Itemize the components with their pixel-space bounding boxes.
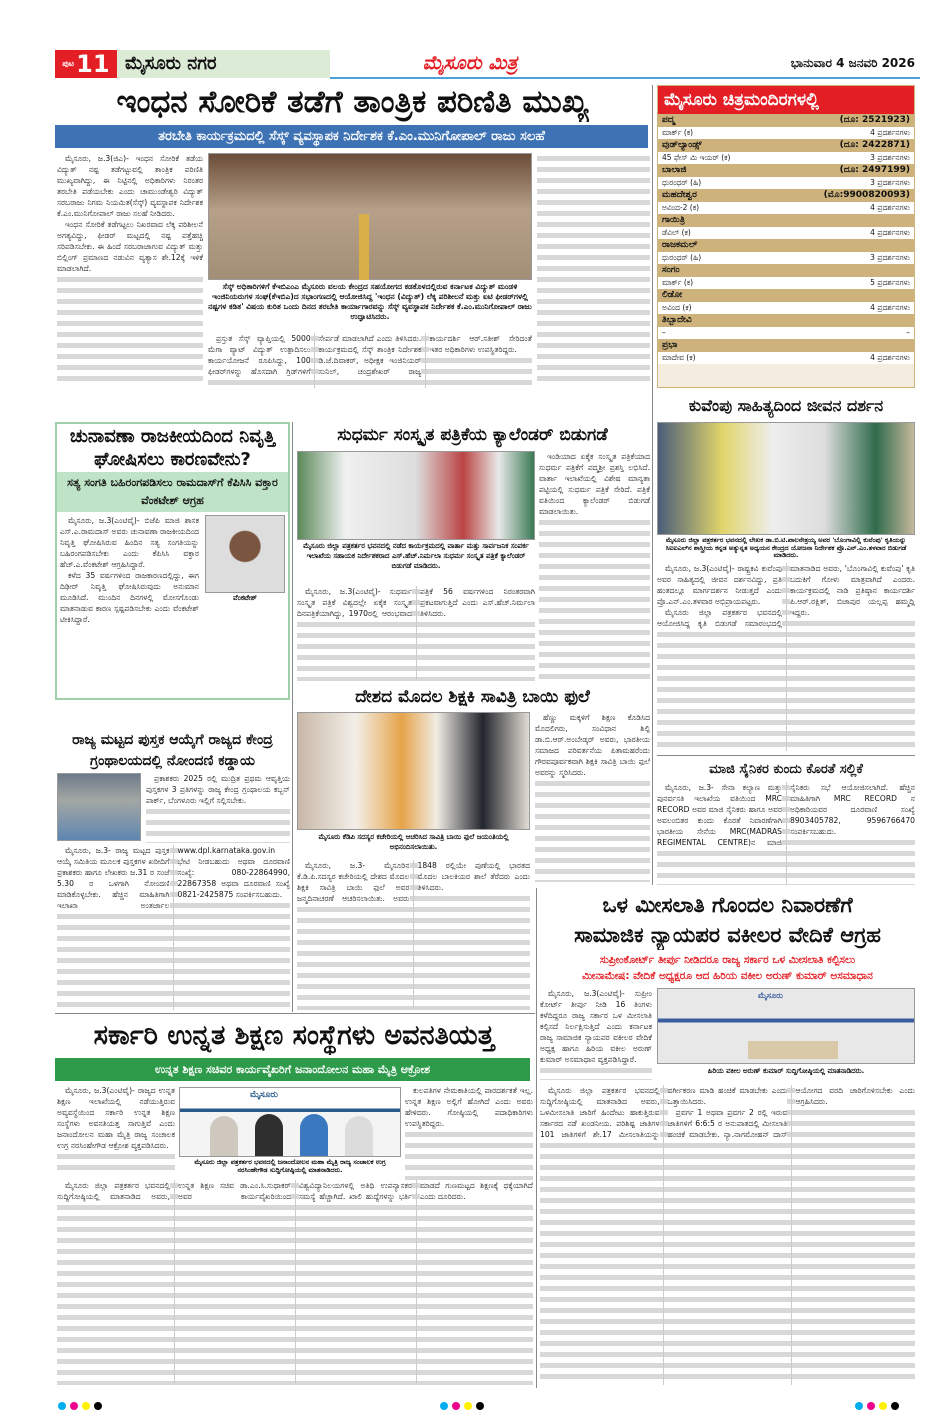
lead-caption: ಸೆಸ್ಕ್ ಅಧಿಕಾರಿಗಳಿಗೆ ಕೆಇಬಿಎಂಎ ಮೈಸೂರು ವಲಯ ಕೇಂದ್ರದ ಸಹಯೋಗದ ಕಡಕೊಳದಲ್ಲಿರುವ ಕರ್ನಾಟಕ ವಿದ್ಯುತ್ ಮಂಡಳಿ ಇಂಜಿನಿಯರುಗಳ ಸಂಘ(ಕೆಇಬಿಎ)ದ ಸಭಾಂಗಣದಲ್ಲಿ ಆಯೋಜಿಸಿದ್ದ 'ಇಂಧನ (ವಿದ್ಯುತ್) ಲೆಕ್ಕ ಪರಿಶೀಲನೆ ಮತ್ತು ಐಟಿ ಫೀಡರ್‌ಗಳಲ್ಲಿ ನಷ್ಟಗಳ ಕಡಿತ' ವಿಷಯ ಕುರಿತ ಒಂದು ದಿನದ ತರಬೇತಿ ಕಾರ್ಯಾಗಾರವನ್ನು ಸೆಸ್ಕ್ ವ್ಯವಸ್ಥಾಪಕ ನಿರ್ದೇಶಕ ಕೆ.ಎಂ.ಮುನಿಗೋಪಾಲ್ ರಾಜು ಉದ್ಘಾಟಿಸಿದರು. (208, 282, 532, 321)
reservation-body-left (540, 988, 652, 1080)
page-date: ಭಾನುವಾರ 4 ಜನವರಿ 2026 (790, 56, 915, 70)
exservicemen-headline: ಮಾಜಿ ಸೈನಿಕರ ಕುಂದು ಕೊರತೆ ಸಲ್ಲಿಕೆ (709, 762, 863, 777)
library-headline: ರಾಜ್ಯ ಮಟ್ಟದ ಪುಸ್ತಕ ಆಯ್ಕೆಗೆ ರಾಜ್ಯದ ಕೇಂದ್ರ ಗ್ರಂಥಾಲಯದಲ್ಲಿ ನೋಂದಣಿ ಕಡ್ಡಾಯ (72, 732, 273, 769)
sudharma-body (297, 586, 535, 681)
sudharma-headline: ಸುಧರ್ಮ ಸಂಸ್ಕೃತ ಪತ್ರಿಕೆಯ ಕ್ಯಾಲೆಂಡರ್ ಬಿಡುಗಡೆ (337, 425, 608, 445)
theatre-phone: (ದೂ: 2422871) (839, 140, 910, 150)
show-count: 5 ಪ್ರದರ್ಶನಗಳು (870, 277, 910, 287)
theatre-name: ತಿಬ್ಬಾದೇವಿ (662, 315, 692, 325)
theatre-name: ಲಿಡೋ (662, 290, 683, 300)
lamp-icon (359, 214, 369, 280)
movie-title: – (662, 327, 666, 337)
cinema-show-row (658, 327, 914, 340)
theatre-name: ವುಡ್‌ಲ್ಯಾಂಡ್ಸ್ (662, 140, 702, 150)
highered-paragraph: ಕುಲಪತಿಗಳ ನೇಮಕಾತಿಯಲ್ಲಿ ಪಾರದರ್ಶಕತೆ ಇಲ್ಲ. ಉನ್ನತ ಶಿಕ್ಷಣ ಅಲ್ಲಿಗೆ ಹೋಗಿದೆ ಎಂದು ಅವರು ಹೇಳಿದರು. ಗೋಷ್ಠಿಯಲ್ಲಿ ಪದಾಧಿಕಾರಿಗಳು ಉಪಸ್ಥಿತರಿದ್ದರು. (405, 1086, 533, 1128)
sudharma-caption: ಮೈಸೂರು ಜಿಲ್ಲಾ ಪತ್ರಕರ್ತರ ಭವನದಲ್ಲಿ ನಡೆದ ಕಾರ್ಯಕ್ರಮದಲ್ಲಿ ವಾರ್ತಾ ಮತ್ತು ಸಾರ್ವಜನಿಕ ಸಂಪರ್ಕ ಇಲಾಖೆಯ ಸಹಾಯಕ ನಿರ್ದೇಶಕರಾದ ಎಸ್.ಹೆಚ್.ನಿರ್ಮಲಾ ಸುಧರ್ಮ ಸಂಸ್ಕೃತ ಪತ್ರಿಕೆ ಕ್ಯಾಲೆಂಡರ್ ಬಿಡುಗಡೆ ಮಾಡಿದರು. (303, 542, 529, 570)
theatre-name: ಪ್ರಭಾ (662, 340, 678, 350)
person (255, 1114, 283, 1156)
reservation-caption: ಹಿರಿಯ ವಕೀಲ ಅರುಣ್ ಕುಮಾರ್ ಸುದ್ದಿಗೋಷ್ಠಿಯಲ್ಲಿ ಮಾತನಾಡಿದರು. (707, 1067, 865, 1075)
highered-paragraph: ಮೈಸೂರು, ಜ.3(ಎಂಟಿವೈ)- ರಾಜ್ಯದ ಉನ್ನತ ಶಿಕ್ಷಣ ಇಲಾಖೆಯಲ್ಲಿ ನಡೆಯುತ್ತಿರುವ ಅವ್ಯವಸ್ಥೆಯಿಂದ ಸರ್ಕಾರಿ ಉನ್ನತ ಶಿಕ್ಷಣ ಸಂಸ್ಥೆಗಳು ಅವನತಿಯತ್ತ ಸಾಗುತ್ತಿವೆ ಎಂದು ಜನಾಂದೋಲನ ಮಹಾ ಮೈತ್ರಿ ರಾಜ್ಯ ಸಂಚಾಲಕ ಉಗ್ರ ನರಸಿಂಹೇಗೌಡ ಆಕ್ರೋಶ ವ್ಯಕ್ತಪಡಿಸಿದರು. (57, 1086, 175, 1150)
divider (657, 755, 915, 756)
reservation-subhead-1: ಸುಪ್ರೀಂಕೋರ್ಟ್ ತೀರ್ಪು ನೀಡಿದರೂ ರಾಜ್ಯ ಸರ್ಕಾರ ಒಳ ಮೀಸಲಾತಿ ಕಲ್ಪಿಸಲು (599, 954, 856, 966)
election-paragraph: ಕಳೆದ 35 ವರ್ಷಗಳಿಂದ ರಾಜಕಾರಣದಲ್ಲಿದ್ದು, ಈಗ ದಿಢೀರ್ ನಿವೃತ್ತಿ ಘೋಷಿಸಿರುವುದು ಅನುಮಾನ ಮೂಡಿಸಿದೆ. ಮುಂದಿನ ದಿನಗಳಲ್ಲಿ ಮೋಸಗೊಂಡು ಮಾತನಾಡುವ ಕಾರಣ ಸ್ಪಷ್ಟಪಡಿಸಬೇಕು ಎಂದು ವೆಂಕಟೇಶ್ ಟೀಕಿಸಿದ್ದಾರೆ. (60, 571, 199, 624)
movie-title: ಮಾರ್ಕ್ (ಕ) (662, 277, 694, 287)
savitri-photo (297, 712, 530, 830)
library-paragraph: ಮೈಸೂರು, ಜ.3- ರಾಜ್ಯ ಮಟ್ಟದ ಪುಸ್ತಕ ಆಯ್ಕೆ ಸಮಿತಿಯ ಮೂಲಕ ಪುಸ್ತಕಗಳ ಖರೀದಿಗೆ ಪ್ರಕಾಶಕರು ಹಾಗೂ ಲೇಖಕರು ಜ.31 ರ ಸಂಜೆ 5.30 ರ ಒಳಗಾಗಿ ನೋಂದಣಿ ಮಾಡಿಕೊಳ್ಳಬೇಕು. ಹೆಚ್ಚಿನ ಮಾಹಿತಿಗಾಗಿ ಇಲಾಖಾ ಅಂತರ್ಜಾಲ www.dpl.karnataka.gov.in ಭೇಟಿ ನೀಡಬಹುದು ಅಥವಾ ದೂರವಾಣಿ ಸಂಖ್ಯೆ: 080-22864990, 22867358 ಅಥವಾ ದೂರವಾಣಿ ಸಂಖ್ಯೆ 0821-2425875 ಸಂಪರ್ಕಿಸಬಹುದು. (57, 846, 290, 910)
column-divider (536, 888, 537, 1388)
kuvempu-photo (657, 422, 915, 535)
highered-body-side (405, 1085, 533, 1180)
lead-photo (208, 153, 532, 280)
reservation-headline-1: ಒಳ ಮೀಸಲಾತಿ ಗೊಂದಲ ನಿವಾರಣೆಗೆ (602, 893, 853, 917)
cinema-listing (657, 85, 915, 388)
library-body-side (146, 773, 290, 843)
show-count: 4 ಪ್ರದರ್ಶನಗಳು (870, 127, 910, 137)
savitri-paragraph: ಹೆಣ್ಣು ಮಕ್ಕಳಿಗೆ ಶಿಕ್ಷಣ ಕೊಡಿಸಿದ ಮೊದಲಿಗರು, ಸಂವಿಧಾನ ಶಿಲ್ಪಿ ಡಾ.ಬಿ.ಆರ್.ಅಂಬೇಡ್ಕರ್ ಅವರು, ಭಾರತೀಯ ಸಮಾಜದ ಪರಿವರ್ತನೆಯ ಪಿತಾಮಹರೆಂದು ಗೌರವಪೂರ್ವಕವಾಗಿ ಶಿಕ್ಷಕಿ ಸಾವಿತ್ರಿ ಬಾಯಿ ಫುಲೆ ಅವರನ್ನು ಸ್ಮರಿಸಿದರು. (535, 713, 650, 777)
savitri-paragraph: ಮೈಸೂರು, ಜ.3- ಮೈಸೂರಿನ ಕೆ.ಡಿ.ಪಿ.ಸದಸ್ಯರ ಕಚೇರಿಯಲ್ಲಿ ದೇಶದ ಮೊದಲ ಶಿಕ್ಷಕಿ ಸಾವಿತ್ರಿ ಬಾಯಿ ಫುಲೆ ಅವರ ಜನ್ಮದಿನಾಚರಣೆ ಆಚರಿಸಲಾಯಿತು. ಅವರು 1848 ರಲ್ಲಿಯೇ ಪುಣೆಯಲ್ಲಿ ಭಾರತದ ಮೊದಲ ಬಾಲಕಿಯರ ಶಾಲೆ ತೆರೆದರು ಎಂದು ತಿಳಿಸಿದರು. (297, 861, 530, 903)
highered-photo (179, 1087, 401, 1157)
movie-title: ಅವಿಂದ-2 (ಕ) (662, 202, 700, 212)
reservation-paragraph: ಮೈಸೂರು, ಜ.3(ಎಂಟಿವೈ)- ಸುಪ್ರೀಂ ಕೋರ್ಟ್ ತೀರ್ಪು ನೀಡಿ 16 ತಿಂಗಳು ಕಳೆದಿದ್ದರೂ ರಾಜ್ಯ ಸರ್ಕಾರ ಒಳ ಮೀಸಲಾತಿ ಕಲ್ಪಿಸದೆ ನಿರ್ಲಕ್ಷಿಸುತ್ತಿದೆ ಎಂದು ಕರ್ನಾಟಕ ರಾಜ್ಯ ಸಾಮಾಜಿಕ ನ್ಯಾಯಪರ ವಕೀಲರ ವೇದಿಕೆ ಅಧ್ಯಕ್ಷ ಹಾಗೂ ಹಿರಿಯ ವಕೀಲ ಅರುಣ್ ಕುಮಾರ್ ಅಸಮಾಧಾನ ವ್ಯಕ್ತಪಡಿಸಿದ್ದಾರೆ. (540, 989, 652, 1064)
library-body (57, 845, 290, 1010)
reservation-paragraph: ಮೈಸೂರು ಜಿಲ್ಲಾ ಪತ್ರಕರ್ತರ ಭವನದಲ್ಲಿ ಸುದ್ದಿಗೋಷ್ಠಿಯಲ್ಲಿ ಮಾತನಾಡಿದ ಅವರು, ಒಳಮೀಸಲಾತಿ ಜಾರಿಗೆ ಹಿಂದೇಟು ಹಾಕುತ್ತಿರುವ ಸರ್ಕಾರದ ನಡೆ ಖಂಡನೀಯ. ಪರಿಶಿಷ್ಟ ಜಾತಿಗಳ 101 ಜಾತಿಗಳಿಗೆ ಶೇ.17 ಮೀಸಲಾತಿಯನ್ನು ವರ್ಗೀಕರಣ ಮಾಡಿ ಹಂಚಿಕೆ ಮಾಡಬೇಕು ಎಂದು ಒತ್ತಾಯಿಸಿದರು. (540, 1086, 788, 1139)
highered-body (57, 1180, 533, 1385)
movie-title: ಅವಿಂದ (ಕ) (662, 302, 692, 312)
show-count: 4 ಪ್ರದರ್ಶನಗಳು (870, 302, 910, 312)
highered-caption: ಮೈಸೂರು ಜಿಲ್ಲಾ ಪತ್ರಕರ್ತರ ಭವನದಲ್ಲಿ ಜನಾಂದೋಲನ ಮಹಾ ಮೈತ್ರಿ ರಾಜ್ಯ ಸಂಚಾಲಕ ಉಗ್ರ ನರಸಿಂಹೇಗೌಡ ಸುದ್ದಿಗೋಷ್ಠಿಯಲ್ಲಿ ಮಾತನಾಡಿದರು. (194, 1158, 386, 1174)
exservicemen-body (657, 782, 915, 885)
lead-body-mid (208, 333, 532, 388)
cinema-theatre-row (658, 314, 914, 327)
kuvempu-paragraph: ಮೈಸೂರು, ಜ.3(ಎಂಟಿವೈ)- ರಾಷ್ಟ್ರಕವಿ ಕುವೆಂಪು ಅವರ ಸಾಹಿತ್ಯದಲ್ಲಿ ಜೀವನ ದರ್ಶನವಿದ್ದು, ಪ್ರತಿ ಹಂತದಲ್ಲೂ ಮಾರ್ಗದರ್ಶನ ನೀಡುತ್ತದೆ ಎಂದು ಪ್ರೊ.ಎನ್.ಎಂ.ತಳವಾರ ಅಭಿಪ್ರಾಯಪಟ್ಟರು. (657, 564, 782, 606)
masthead-logo: ಮೈಸೂರು ಮಿತ್ರ (422, 52, 518, 74)
movie-title: ಡೆವಿಲ್ (ಕ) (662, 227, 691, 237)
reservation-headline-2: ಸಾಮಾಜಿಕ ನ್ಯಾಯಪರ ವಕೀಲರ ವೇದಿಕೆ ಆಗ್ರಹ (574, 923, 881, 947)
color-registration-marks (58, 1402, 102, 1410)
library-photo (57, 773, 141, 841)
reservation-photo-banner: ಮೈಸೂರು (758, 991, 783, 1000)
kuvempu-paragraph: ಮೈಸೂರು ಜಿಲ್ಲಾ ಪತ್ರಕರ್ತರ ಭವನದಲ್ಲಿ ಆಯೋಜಿಸಿದ್ದ ಕೃತಿ ಬಿಡುಗಡೆ ಸಮಾರಂಭದಲ್ಲಿ ಮಾತನಾಡಿದ ಅವರು, 'ಬೊಂಗಾವಿಲ್ಲಿ ಕುವೆಂಪು' ಕೃತಿ ಬದುಕಿಗೆ ಗೋಳು ಮಾತ್ರವಾಗಿದೆ ಎಂದರು. ಕಾರ್ಯಕ್ರಮದಲ್ಲಿ ನಾಡಿ ಪ್ರತಿಷ್ಠಾನ ಕಾರ್ಯದರ್ಶಿ ಪಿ.ಆರ್.ರಕ್ಷಿತ್, ಬಿಜಾಪುರ ಯಲ್ಲಪ್ಪ ಹಮ್ಮದ್ಲಿ ಇದ್ದರು. (657, 564, 915, 628)
theatre-phone: (ದೂ: 2521923) (839, 115, 910, 125)
show-count: 3 ಪ್ರದರ್ಶನಗಳು (870, 152, 910, 162)
sudharma-paragraph: ಮೈಸೂರು, ಜ.3(ಎಂಟಿವೈ)- ಸುಧರ್ಮ ಸಂಸ್ಕೃತ ಪತ್ರಿಕೆ ವಿಶ್ವದಲ್ಲೇ ಏಕೈಕ ಸಂಸ್ಕೃತ ದಿನಪತ್ರಿಕೆಯಾಗಿದ್ದು, 1970ರಲ್ಲಿ ಆರಂಭವಾದ ಪತ್ರಿಕೆ 56 ವರ್ಷಗಳಿಂದ ನಿರಂತರವಾಗಿ ಪ್ರಕಟವಾಗುತ್ತಿದೆ ಎಂದು ಎಸ್.ಹೆಚ್.ನಿರ್ಮಲಾ ತಿಳಿಸಿದರು. (297, 587, 535, 618)
highered-photo-banner: ಮೈಸೂರು (250, 1090, 278, 1100)
divider (55, 1013, 535, 1014)
movie-title: ಮಾರ್ಕ್ (ಕ) (662, 127, 694, 137)
sudharma-body-side (539, 451, 650, 681)
page-label: ಪುಟ (62, 59, 75, 68)
show-count: – (906, 327, 910, 337)
theatre-name: ಮಹದೇಶ್ವರ (662, 190, 697, 200)
savitri-body-side (535, 712, 650, 882)
theatre-name: ರಾಜಕಮಲ್ (662, 240, 698, 250)
cinema-show-row (658, 227, 914, 240)
reservation-body (540, 1085, 915, 1385)
show-count: 4 ಪ್ರದರ್ಶನಗಳು (870, 352, 910, 362)
reservation-paragraph: ಪ್ರವರ್ಗ 1 ಅಥವಾ ಪ್ರವರ್ಗ 2 ರಲ್ಲಿ ಇರುವ ಜಾತಿಗಳಿಗೆ 6:6:5 ರ ಅನುಪಾತದಲ್ಲಿ ಮೀಸಲಾತಿ ಹಂಚಿಕೆ ಮಾಡಬೇಕು. ನ್ಯಾ.ನಾಗಮೋಹನ್ ದಾಸ್ ಆಯೋಗದ ವರದಿ ಜಾರಿಗೊಳಿಸಬೇಕು ಎಂದು ಆಗ್ರಹಿಸಿದರು. (667, 1086, 915, 1139)
savitri-caption: ಮೈಸೂರು ಕೆಡಿಪಿ ಸದಸ್ಯರ ಕಚೇರಿಯಲ್ಲಿ ಆಚರಿಸಿದ ಸಾವಿತ್ರಿ ಬಾಯಿ ಫುಲೆ ಜಯಂತಿಯಲ್ಲಿ ಅಭಿನಂದಿಸಲಾಯಿತು. (318, 833, 509, 851)
highered-headline: ಸರ್ಕಾರಿ ಉನ್ನತ ಶಿಕ್ಷಣ ಸಂಸ್ಥೆಗಳು ಅವನತಿಯತ್ತ (93, 1020, 495, 1051)
cinema-title: ಮೈಸೂರು ಚಿತ್ರಮಂದಿರಗಳಲ್ಲಿ (658, 86, 914, 114)
savitri-headline: ದೇಶದ ಮೊದಲ ಶಿಕ್ಷಕಿ ಸಾವಿತ್ರಿ ಬಾಯಿ ಫುಲೆ (355, 687, 590, 707)
cinema-show-row (658, 252, 914, 265)
person (210, 1116, 238, 1156)
kuvempu-caption: ಮೈಸೂರು ಜಿಲ್ಲಾ ಪತ್ರಕರ್ತರ ಭವನದಲ್ಲಿ ಲೇಖಕ ಡಾ.ಬಿ.ಟಿ.ಪಾಲನೇತ್ರಯ್ಯ ಅವರ 'ಬೊಂಗಾವಿಲ್ಲಿ ಕುವೆಂಪು' ಕೃತಿಯನ್ನು ಸಿಐಐಎಲ್‌ನ ಶಾಸ್ತ್ರೀಯ ಕನ್ನಡ ಅತ್ಯುನ್ನತ ಅಧ್ಯಯನ ಕೇಂದ್ರದ ಯೋಜನಾ ನಿರ್ದೇಶಕ ಪ್ರೊ.ಎನ್.ಎಂ.ತಳವಾರ ಬಿಡುಗಡೆ ಮಾಡಿದರು. (665, 537, 907, 559)
show-count: 4 ಪ್ರದರ್ಶನಗಳು (870, 227, 910, 237)
lead-body-left (57, 153, 203, 387)
lead-paragraph: ಮೈಸೂರು, ಜ.3(ಜಿಎ)- ಇಂಧನ ಸೋರಿಕೆ ತಡೆಯ ವಿದ್ಯುತ್ ನಷ್ಟ ತಡೆಗಟ್ಟುವಲ್ಲಿ ತಾಂತ್ರಿಕ ಪರಿಣಿತಿ ಮುಖ್ಯವಾಗಿದ್ದು, ಈ ನಿಟ್ಟಿನಲ್ಲಿ ಅಧಿಕಾರಿಗಳು ನಿರಂತರ ತರಬೇತಿ ಪಡೆಯಬೇಕು ಎಂದು ಚಾಮುಂಡೇಶ್ವರಿ ವಿದ್ಯುತ್ ಸರಬರಾಜು ನಿಗಮ ನಿಯಮಿತ(ಸೆಸ್ಕ್) ವ್ಯವಸ್ಥಾಪಕ ನಿರ್ದೇಶಕ ಕೆ.ಎಂ.ಮುನಿಗೋಪಾಲ್ ರಾಜು ಸಲಹೆ ನೀಡಿದರು. (57, 154, 203, 218)
column-divider (652, 85, 653, 885)
highered-paragraph: ಮೈಸೂರು ಜಿಲ್ಲಾ ಪತ್ರಕರ್ತರ ಭವನದಲ್ಲಿ ಸುದ್ದಿಗೋಷ್ಠಿಯಲ್ಲಿ ಮಾತನಾಡಿದ ಅವರು, ಉನ್ನತ ಶಿಕ್ಷಣ ಸಚಿವ ಡಾ.ಎಂ.ಸಿ.ಸುಧಾಕರ್ ಅವರ ಕಾರ್ಯವೈಖರಿಯಿಂದ ವಿಶ್ವವಿದ್ಯಾನಿಲಯಗಳಲ್ಲಿ ಅತಿಥಿ ಉಪನ್ಯಾಸಕರ ಸಮಸ್ಯೆ ಹೆಚ್ಚಾಗಿದೆ. ಖಾಲಿ ಹುದ್ದೆಗಳನ್ನು ಭರ್ತಿ ಮಾಡದೆ ಗುಣಮಟ್ಟದ ಶಿಕ್ಷಣಕ್ಕೆ ಧಕ್ಕೆಯಾಗಿದೆ ಎಂದು ದೂರಿದರು. (57, 1181, 533, 1201)
cinema-show-row (658, 202, 914, 215)
color-registration-marks (440, 1402, 484, 1410)
reservation-subhead-2: ಮೀನಾಮೇಷ: ವೇದಿಕೆ ಅಧ್ಯಕ್ಷರೂ ಆದ ಹಿರಿಯ ವಕೀಲ ಅರುಣ್ ಕುಮಾರ್ ಅಸಮಾಧಾನ (582, 970, 873, 982)
theatre-name: ಬಾಲಾಜಿ (662, 165, 687, 175)
lead-subhead: ತರಬೇತಿ ಕಾರ್ಯಕ್ರಮದಲ್ಲಿ ಸೆಸ್ಕ್ ವ್ಯವಸ್ಥಾಪಕ ನಿರ್ದೇಶಕ ಕೆ.ಎಂ.ಮುನಿಗೋಪಾಲ್ ರಾಜು ಸಲಹೆ (55, 125, 648, 148)
cinema-show-row (658, 277, 914, 290)
cinema-theatre-row (658, 214, 914, 227)
cinema-theatre-row (658, 339, 914, 352)
movie-title: 45 ಫೇಸ್ ಮಿ ಇಯರ್ (ಕ) (662, 152, 731, 162)
show-count: 3 ಪ್ರದರ್ಶನಗಳು (870, 177, 910, 187)
show-count: 4 ಪ್ರದರ್ಶನಗಳು (870, 202, 910, 212)
movie-title: ಮಾದೇವ (ಕ) (662, 352, 696, 362)
header-rule (330, 77, 920, 79)
page-number: 11 (76, 50, 110, 78)
cinema-show-row (658, 352, 914, 365)
color-registration-marks (855, 1402, 899, 1410)
election-box (55, 422, 290, 700)
exservicemen-paragraph: ಮೈಸೂರು, ಜ.3- ಸೇನಾ ಕಲ್ಯಾಣ ಮತ್ತು ಪುನರ್ವಸತಿ ಇಲಾಖೆಯ ವತಿಯಿಂದ MRC RECORD ಅವರ ಮಾಜಿ ಸೈನಿಕರು ಹಾಗೂ ಅವರ ಅವಲಂಬಿತರ ಕುಂದು ಕೊರತೆ ನಿವಾರಣೆಗಾಗಿ ಭಾರತೀಯ ಸೇನೆಯ MRC(MADRAS REGIMENTAL CENTRE)ನ ಮಾಜಿ ಸೈನಿಕರು ಸಭೆ ಆಯೋಜಿಸಲಾಗಿದೆ. ಹೆಚ್ಚಿನ ಮಾಹಿತಿಗಾಗಿ MRC RECORD ನ ಅಧಿಕಾರಿಯವರ ದೂರವಾಣಿ ಸಂಖ್ಯೆ 8903405782, 9596766470 ಸಂಪರ್ಕಿಸಬಹುದು. (657, 783, 915, 847)
theatre-name: ಗಾಯಿತ್ರಿ (662, 215, 685, 225)
cinema-theatre-row (658, 164, 914, 177)
election-photo-wrap (205, 515, 285, 603)
page-badge (55, 50, 117, 78)
cinema-show-row (658, 177, 914, 190)
cinema-theatre-row (658, 114, 914, 127)
election-photo-label: ವೆಂಕಟೇಶ್ (232, 594, 257, 602)
election-subhead: ಸತ್ಯ ಸಂಗತಿ ಬಹಿರಂಗಪಡಿಸಲು ರಾಮದಾಸ್‌ಗೆ ಕೆಪಿಸಿಸಿ ವಕ್ತಾರ ವೆಂಕಟೇಶ್ ಆಗ್ರಹ (57, 472, 288, 512)
sudharma-photo (297, 451, 535, 540)
cinema-show-row (658, 127, 914, 140)
theatre-name: ಪದ್ಮ (662, 115, 675, 125)
reservation-photo (657, 988, 915, 1064)
person (300, 1114, 328, 1156)
section-title: ಮೈಸೂರು ನಗರ (117, 50, 330, 78)
election-photo (205, 515, 285, 593)
savitri-body (297, 860, 530, 1010)
cinema-show-row (658, 302, 914, 315)
cinema-theatre-row (658, 139, 914, 152)
kuvempu-headline: ಕುವೆಂಪು ಸಾಹಿತ್ಯದಿಂದ ಜೀವನ ದರ್ಶನ (688, 396, 884, 415)
person (345, 1116, 373, 1156)
cinema-show-row (658, 152, 914, 165)
lead-headline: ಇಂಧನ ಸೋರಿಕೆ ತಡೆಗೆ ತಾಂತ್ರಿಕ ಪರಿಣಿತಿ ಮುಖ್ಯ (116, 84, 589, 120)
election-paragraph: ಮೈಸೂರು, ಜ.3(ಎಂಟಿವೈ)- ಬಿಜೆಪಿ ಮಾಜಿ ಶಾಸಕ ಎಸ್.ಎ.ರಾಮದಾಸ್ ಅವರು ಚುನಾವಣಾ ರಾಜಕೀಯದಿಂದ ನಿವೃತ್ತಿ ಘೋಷಿಸಿರುವ ಹಿಂದಿನ ಸತ್ಯ ಸಂಗತಿಯನ್ನು ಬಹಿರಂಗಪಡಿಸಬೇಕು ಎಂದು ಕೆಪಿಸಿಸಿ ವಕ್ತಾರ ಹೆಚ್.ಎ.ವೆಂಕಟೇಶ್ ಆಗ್ರಹಿಸಿದ್ದಾರೆ. (60, 516, 199, 569)
press-table (748, 1041, 838, 1059)
theatre-name: ಸಂಗಂ (662, 265, 680, 275)
movie-title: ಧುರಂಧರ್ (ಹಿ) (662, 252, 702, 262)
theatre-phone: (ದೂ: 2497199) (839, 165, 910, 175)
highered-body-left (57, 1085, 175, 1175)
cinema-theatre-row (658, 189, 914, 202)
sudharma-paragraph: ಇಂಡಿಯಾದ ಏಕೈಕ ಸಂಸ್ಕೃತ ಪತ್ರಿಕೆಯಾದ ಸುಧರ್ಮ ಪತ್ರಿಕೆಗೆ ಪದ್ಮಶ್ರೀ ಪ್ರಶಸ್ತಿ ಲಭಿಸಿದೆ. ವಾರ್ತಾ ಇಲಾಖೆಯಲ್ಲಿ ವಿಶೇಷ ಮಾನ್ಯತಾ ಪಟ್ಟಿಯಲ್ಲಿ ಸುಧರ್ಮ ಪತ್ರಿಕೆ ಸೇರಿದೆ. ಪತ್ರಿಕೆ ವತಿಯಿಂದ ಕ್ಯಾಲೆಂಡರ್ ಬಿಡುಗಡೆ ಮಾಡಲಾಯಿತು. (539, 452, 650, 516)
election-headline: ಚುನಾವಣಾ ರಾಜಕೀಯದಿಂದ ನಿವೃತ್ತಿ ಘೋಷಿಸಲು ಕಾರಣವೇನು? (69, 426, 276, 470)
lead-paragraph: ಪ್ರಸ್ತುತ ಸೆಸ್ಕ್ ವ್ಯಾಪ್ತಿಯಲ್ಲಿ 5000 ಮೆಗಾ ವ್ಯಾಟ್ ವಿದ್ಯುತ್ ಉತ್ಪಾದಿಸಲು ಕಾರ್ಯಯೋಜನೆ ರೂಪಿಸಿದ್ದು, 100 ಫೀಡರ್‌ಗಳನ್ನು ಹೊಸದಾಗಿ ಗ್ರಿಡ್‌ಗಳಿಗೆ ಸೇರ್ಪಡೆ ಮಾಡಲಾಗಿದೆ ಎಂದು ತಿಳಿಸಿದರು. ಕಾರ್ಯಕ್ರಮದಲ್ಲಿ ಸೆಸ್ಕ್ ತಾಂತ್ರಿಕ ನಿರ್ದೇಶಕ ಡಿ.ಜೆ.ದಿವಾಕರ್, ಅಧೀಕ್ಷಕ ಇಂಜಿನಿಯರ್ ಸುನಿಲ್, ಚಂದ್ರಶೇಖರ್ ರಾಜ್ಯ ಕಾರ್ಯದರ್ಶಿ ಆರ್.ಸತೀಶ್ ಸೇರಿದಂತೆ ಇತರ ಅಧಿಕಾರಿಗಳು ಉಪಸ್ಥಿತರಿದ್ದರು. (208, 334, 532, 376)
lead-paragraph: ಇಂಧನ ಸೋರಿಕೆ ತಡೆಗಟ್ಟಲು ನಿಖರವಾದ ಲೆಕ್ಕ ಪರಿಶೀಲನೆ ಅಗತ್ಯವಿದ್ದು, ಫೀಡರ್ ಮಟ್ಟದಲ್ಲಿ ನಷ್ಟ ಪತ್ತೆಹಚ್ಚಿ ಸರಿಪಡಿಸಬೇಕು. ಈ ಹಿಂದೆ ಸರಬರಾಜಾಗುವ ವಿದ್ಯುತ್ ಮತ್ತು ಬಿಲ್ಲಿಂಗ್ ಪ್ರಮಾಣದ ನಡುವಿನ ವ್ಯತ್ಯಾಸ ಶೇ.12ಕ್ಕೆ ಇಳಿಕೆ ಮಾಡಲಾಗಿದೆ. (57, 220, 203, 273)
cinema-theatre-row (658, 289, 914, 302)
lead-body-right (537, 153, 650, 387)
library-paragraph: ಪ್ರಕಾಶಕರು 2025 ರಲ್ಲಿ ಮುದ್ರಿತ ಪ್ರಥಮ ಆವೃತ್ತಿಯ ಪುಸ್ತಕಗಳ 3 ಪ್ರತಿಗಳನ್ನು ರಾಜ್ಯ ಕೇಂದ್ರ ಗ್ರಂಥಾಲಯ ಕಬ್ಬನ್ ಪಾರ್ಕ್, ಬೆಂಗಳೂರು ಇಲ್ಲಿಗೆ ಸಲ್ಲಿಸಬೇಕು. (146, 774, 290, 805)
cinema-theatre-row (658, 239, 914, 252)
highered-subhead: ಉನ್ನತ ಶಿಕ್ಷಣ ಸಚಿವರ ಕಾರ್ಯವೈಖರಿಗೆ ಜನಾಂದೋಲನ ಮಹಾ ಮೈತ್ರಿ ಆಕ್ರೋಶ (55, 1058, 530, 1081)
theatre-phone: (ಮೊ:9900820093) (823, 190, 910, 200)
show-count: 3 ಪ್ರದರ್ಶನಗಳು (870, 252, 910, 262)
movie-title: ಧುರಂಧರ್ (ಹಿ) (662, 177, 702, 187)
column-divider (292, 422, 293, 1012)
cinema-theatre-row (658, 264, 914, 277)
kuvempu-body (657, 563, 915, 751)
election-body (57, 512, 288, 696)
